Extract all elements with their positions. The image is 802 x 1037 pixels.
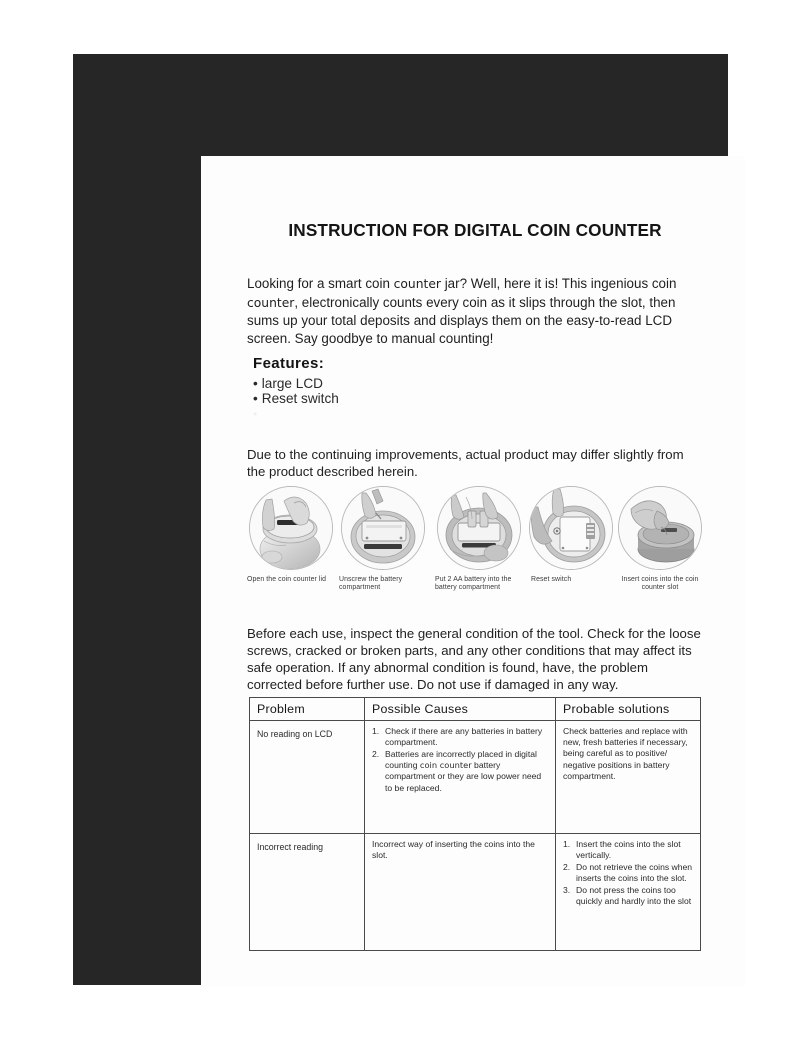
cause-text: Check if there are any batteries in battery compartment. xyxy=(385,726,543,748)
safety-paragraph: Before each use, inspect the general condition of the tool. Check for the loose screws, cracked or broken parts, and any other conditions that may affect its safe operation. If any abnormal condition is found, have, the problem corrected before further use. Do not use if damaged in any way. xyxy=(247,626,701,692)
bullet-icon: • xyxy=(253,391,258,407)
illustration-step-1 xyxy=(245,486,337,604)
intro-emphasis-counter-1: counter xyxy=(393,277,441,292)
cell-probable-solutions: Check batteries and replace with new, fresh batteries if necessary, being careful as to positive/ negative positions in battery compartment. xyxy=(556,721,701,834)
cell-possible-causes: Incorrect way of inserting the coins into the slot. xyxy=(365,834,556,951)
column-header-problem: Problem xyxy=(250,698,365,721)
table-row xyxy=(250,721,701,834)
illustration-step-4 xyxy=(525,486,617,604)
intro-text-part2: jar? Well, here it is! This ingenious coin xyxy=(444,276,677,292)
table-header-row xyxy=(250,698,701,721)
cause-item xyxy=(372,749,548,794)
feature-label: large LCD xyxy=(261,376,323,391)
table-row xyxy=(250,834,701,951)
cause-item xyxy=(372,726,548,748)
list-number: 1. xyxy=(372,726,380,736)
reset-switch-illustration xyxy=(529,486,613,570)
cell-problem: No reading on LCD xyxy=(250,721,365,834)
intro-text-part1: Looking for a smart coin xyxy=(247,276,390,292)
illustration-strip xyxy=(245,486,705,604)
page-content-column xyxy=(245,156,705,987)
feature-item-faded xyxy=(253,407,553,422)
page-title: INSTRUCTION FOR DIGITAL COIN COUNTER xyxy=(288,220,662,240)
disclaimer-paragraph: Due to the continuing improvements, actual product may differ slightly from the product described herein. xyxy=(247,447,684,479)
illustration-caption: Reset switch xyxy=(531,576,572,583)
open-lid-illustration xyxy=(249,486,333,570)
photo-frame-border xyxy=(73,54,728,985)
illustration-caption: Unscrew the battery compartment xyxy=(339,576,403,592)
cause-text-cont: battery compartment or they are low power need to be replaced. xyxy=(385,760,542,793)
cell-possible-causes xyxy=(365,721,556,834)
solution-text: Do not press the coins too quickly and hardly into the slot xyxy=(576,884,692,907)
features-list xyxy=(253,376,553,422)
illustration-caption: Insert coins into the coin counter slot xyxy=(621,576,699,592)
cause-emphasis: coin counter xyxy=(419,760,472,771)
causes-list xyxy=(372,726,548,794)
list-number: 1. xyxy=(563,839,571,849)
feature-item-large-lcd xyxy=(253,376,553,391)
illustration-step-2 xyxy=(337,486,429,604)
list-number: 2. xyxy=(563,861,571,872)
feature-item-reset-switch xyxy=(253,391,553,406)
cause-text: Batteries are incorrectly placed in digital counting xyxy=(385,748,537,771)
bullet-icon: • xyxy=(253,406,260,421)
illustration-caption: Put 2 AA battery into the battery compartment xyxy=(435,576,512,592)
list-number: 2. xyxy=(372,748,380,759)
instruction-sheet-page xyxy=(201,156,745,987)
column-header-probable-solutions: Probable solutions xyxy=(556,698,701,721)
troubleshooting-table xyxy=(249,697,701,951)
cell-problem: Incorrect reading xyxy=(250,834,365,951)
illustration-step-5 xyxy=(615,486,705,604)
solution-item xyxy=(563,839,693,861)
cell-probable-solutions xyxy=(556,834,701,951)
solution-item xyxy=(563,862,693,884)
insert-coins-illustration xyxy=(618,486,702,570)
intro-paragraph xyxy=(247,275,705,347)
list-number: 3. xyxy=(563,884,571,895)
unscrew-battery-illustration xyxy=(341,486,425,570)
solution-item xyxy=(563,885,693,907)
solution-text: Do not retrieve the coins when inserts the coins into the slot. xyxy=(576,861,693,884)
column-header-possible-causes: Possible Causes xyxy=(365,698,556,721)
illustration-step-3 xyxy=(433,486,525,604)
insert-battery-illustration xyxy=(437,486,521,570)
intro-emphasis-counter-2: counter xyxy=(247,295,295,310)
solutions-list xyxy=(563,839,693,907)
solution-text: Insert the coins into the slot vertically. xyxy=(576,839,681,861)
feature-label: Reset switch xyxy=(261,391,339,407)
illustration-caption: Open the coin counter lid xyxy=(247,576,327,583)
intro-text-part3: , electronically counts every coin as it slips through the slot, then sums up your total deposits and displays them on the easy-to-read LCD screen. Say goodbye to manual counting! xyxy=(247,294,676,346)
bullet-icon: • xyxy=(253,376,258,391)
features-heading: Features: xyxy=(253,355,325,372)
